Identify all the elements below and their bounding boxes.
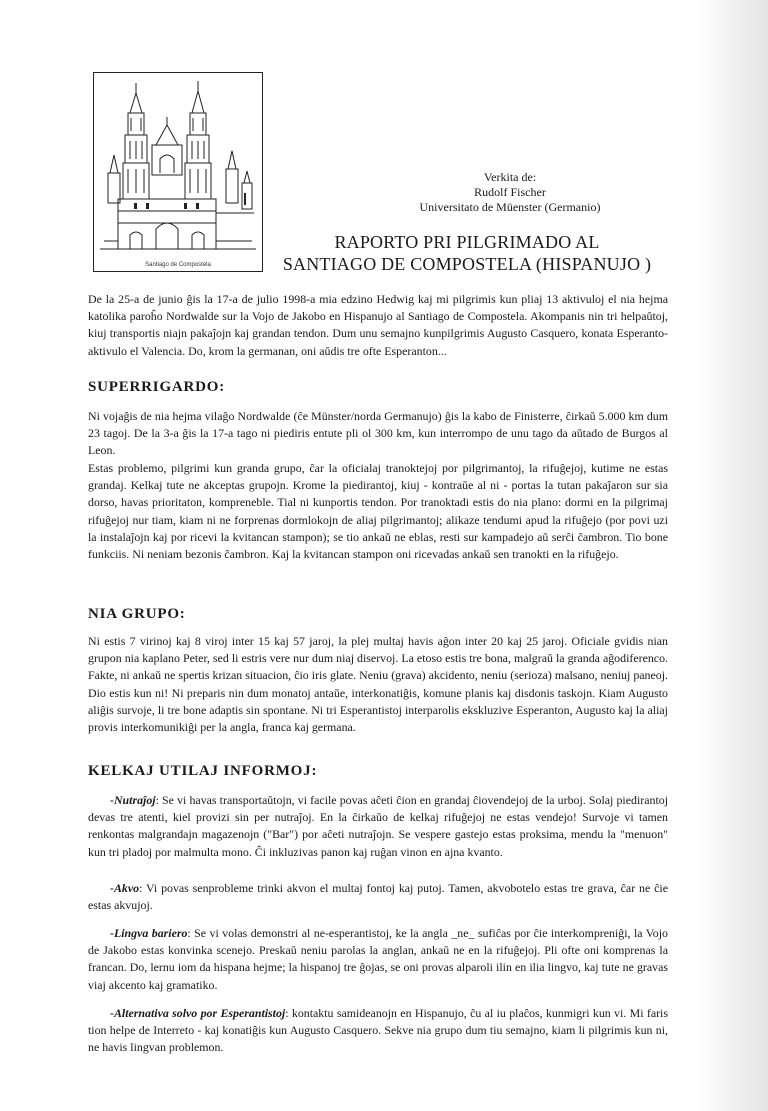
info-item-lead: -Alternativa solvo por Esperantistoj: [110, 1006, 286, 1020]
byline-label: Verkita de:: [483, 170, 537, 184]
author-name: Rudolf Fischer: [474, 185, 546, 199]
author-affiliation: Universitato de Müenster (Germanio): [419, 200, 601, 214]
info-item-lead: -Lingva bariero: [110, 926, 188, 940]
info-item-lead: -Akvo: [110, 881, 140, 895]
section-heading-group: NIA GRUPO:: [88, 606, 186, 622]
group-paragraph: Ni estis 7 virinoj kaj 8 viroj inter 15 kaj 57 jaroj, la plej multaj havis aĝon inter 20 kaj 25 jaroj. Oficiale gvidis nian grupon nia kaplano Peter, sed li estris vere nur dum niaj diservoj. La etoso estis tre bona, malgraŭ la granda aĝodiferenco. Fakte, ni ankaŭ ne spertis krizan situacion, ĉio iris glate. Neniu (grava) akcidento, neniu (serioza) malsano, neniuj paneoj. Dio estis kun ni! Ni preparis nin dum monatoj antaŭe, interkonatiĝis, komune planis kaj disdonis taskojn. Kiam Augusto aliĝis survoje, li tre bone adaptis sin spontane. Ni tri Esperantistoj interparolis ekskluzive Esperanton, Augusto kaj la aliaj provis interkomunikiĝi per la angla, franca kaj germana.: [88, 634, 668, 735]
info-item-language: [88, 925, 668, 994]
illustration-caption: Santiago de Compostela: [145, 262, 211, 268]
title-line-2: SANTIAGO DE COMPOSTELA (HISPANUJO ): [282, 254, 652, 274]
info-item-food: [88, 792, 668, 861]
title-line-1: RAPORTO PRI PILGRIMADO AL: [334, 232, 600, 252]
overview-paragraph-1: Ni vojaĝis de nia hejma vilaĝo Nordwalde (ĉe Münster/norda Germanujo) ĝis la kabo de Finisterre, ĉirkaŭ 5.000 km dum 23 tagoj. De la 3-a ĝis la 17-a tago ni piediris entute pli ol 300 km, kun interrompo de unu tago da aŭtado de Burgos al Leon.: [88, 409, 668, 458]
info-item-text: : Se vi havas transportaŭtojn, vi facile povas aĉeti ĉion en grandaj ĉiovendejoj de la urboj. Solaj piedirantoj devas tre atenti, kiel provizi sin per nutraĵoj. En la ĉirkaŭo de kelkaj rifuĝejoj ne estas vendejo! Survoje vi tamen renkontas malgrandajn magazenojn ("Bar") por aĉeti nutraĵojn. Se vespere gastejo estas proksima, mendu la "menuon" kun tri pladoj por malmulta mono. Ĉi inkluzivas panon kaj ruĝan vinon en ajna kvanto.: [88, 793, 668, 859]
info-item-lead: -Nutraĵoj: [110, 793, 156, 807]
page-edge-shadow: [698, 0, 768, 1111]
overview-paragraph-2: Estas problemo, pilgrimi kun granda grupo, ĉar la oficialaj tranoktejoj por pilgrimantoj, la rifuĝejoj, kutime ne estas grandaj. Kelkaj tute ne akceptas grupojn. Krome la piedirantoj, kiuj - kontraŭe al ni - portas la tutan pakaĵaron sur sia dorso, havas prioritaton, kompreneble. Tial ni kunportis tendon. Por tranoktadi estis do nia plano: dormi en la pilgrimaj rifuĝejoj nur tiam, kiam ni ne forprenas dormlokojn de aliaj pilgrimantoj; alikaze tendumi apud la rifuĝejo (por povi uzi la instalaĵojn kaj por ricevi la kvitancan stampon); se tio ankaŭ ne eblas, resti sur kampadejo aŭ serĉi ĉambron. Tio bone funkciis. Ni neniam bezonis ĉambron. Kaj la kvitancan stampon oni ricevadas ankaŭ sen tranokti en la rifuĝejo.: [88, 461, 668, 562]
info-item-text: : Vi povas senprobleme trinki akvon el multaj fontoj kaj putoj. Tamen, akvobotelo estas tre grava, ĉar ne ĉie estas akvujoj.: [88, 881, 668, 913]
info-item-alternative: [88, 1005, 668, 1057]
cathedral-illustration: [93, 72, 263, 272]
cathedral-drawing: [94, 73, 262, 271]
intro-paragraph: De la 25-a de junio ĝis la 17-a de julio 1998-a mia edzino Hedwig kaj mi pilgrimis kun pliaj 13 aktivuloj el nia hejma katolika paroĥo Nordwalde sur la Vojo de Jakobo en Hispanujo al Santiago de Compostela. Akompanis nin tri helpaŭtoj, kiuj transportis niajn pakaĵojn kaj grandan tendon. Dum unu semajno kunpilgrimis Augusto Casquero, konata Esperanto-aktivulo el Valencia. Do, krom la germanan, oni aŭdis tre ofte Esperanton...: [88, 292, 668, 358]
info-item-water: [88, 880, 668, 914]
document-title: [272, 231, 662, 275]
info-item-text: : kontaktu samideanojn en Hispanujo, ĉu al iu plaĉos, kunmigri kun vi. Mi faris tion helpe de Interreto - kaj konatiĝis kun Augusto Casquero. Sekve nia grupo dum tiu semajno, kiam li pilgrimis kun ni, ne havis lingvan problemon.: [88, 1006, 668, 1055]
info-item-text: : Se vi volas demonstri al ne-esperantistoj, ke la angla _ne_ sufiĉas por ĉie interkompreniĝi, la Vojo de Jakobo estas konvinka scenejo. Preskaŭ neniu parolas la anglan, ankaŭ ne en la rifuĝejoj. Pli ofte oni komprenas la francan. Do, lernu iom da hispana hejme; la hispanoj tre ĝojas, se oni provas alparoli ilin en ilia lingvo, kaj tute ne gravas viaj akcento kaj gramatiko.: [88, 926, 668, 992]
section-heading-info: KELKAJ UTILAJ INFORMOJ:: [88, 763, 318, 779]
section-heading-overview: SUPERRIGARDO:: [88, 379, 226, 395]
author-byline: [380, 170, 640, 215]
